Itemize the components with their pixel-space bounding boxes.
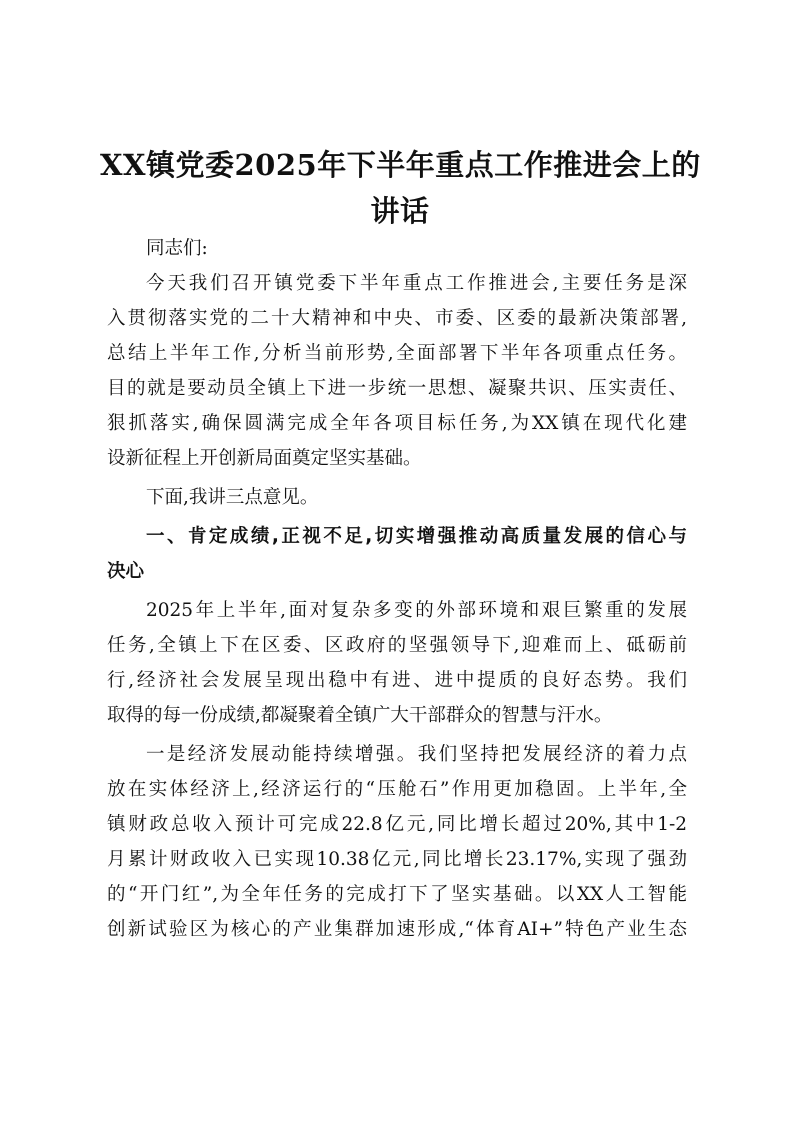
- para1-line-1: 2025年上半年,面对复杂多变的外部环境和艰巨繁重的发展: [146, 600, 687, 621]
- intro-line-6: 设新征程上开创新局面奠定坚实基础。: [107, 448, 422, 469]
- document-title-line-1: XX镇党委2025年下半年重点工作推进会上的: [100, 148, 701, 182]
- para2-line-2: 放在实体经济上,经济运行的“压舱石”作用更加稳固。上半年,全: [107, 779, 687, 800]
- transition-text: 下面,我讲三点意见。: [146, 487, 319, 508]
- para2-line-3: 镇财政总收入预计可完成22.8亿元,同比增长超过20%,其中1-2: [107, 814, 687, 835]
- para1-line-3: 行,经济社会发展呈现出稳中有进、进中提质的良好态势。我们: [107, 670, 687, 691]
- document-title-line-2: 讲话: [370, 194, 430, 228]
- intro-line-3: 总结上半年工作,分析当前形势,全面部署下半年各项重点任务。: [107, 343, 687, 364]
- salutation: 同志们:: [146, 238, 208, 259]
- para1-line-4: 取得的每一份成绩,都凝聚着全镇广大干部群众的智慧与汗水。: [107, 705, 613, 726]
- para2-line-6: 创新试验区为核心的产业集群加速形成,“体育AI+”特色产业生态: [107, 919, 687, 940]
- intro-line-5: 狠抓落实,确保圆满完成全年各项目标任务,为XX镇在现代化建: [107, 413, 687, 434]
- section1-heading-line-2: 决心: [107, 561, 145, 582]
- intro-line-4: 目的就是要动员全镇上下进一步统一思想、凝聚共识、压实责任、: [107, 378, 687, 399]
- intro-line-1: 今天我们召开镇党委下半年重点工作推进会,主要任务是深: [146, 273, 687, 294]
- para2-line-1: 一是经济发展动能持续增强。我们坚持把发展经济的着力点: [146, 744, 687, 765]
- para2-line-4: 月累计财政收入已实现10.38亿元,同比增长23.17%,实现了强劲: [107, 849, 687, 870]
- para1-line-2: 任务,全镇上下在区委、区政府的坚强领导下,迎难而上、砥砺前: [107, 635, 687, 656]
- intro-line-2: 入贯彻落实党的二十大精神和中央、市委、区委的最新决策部署,: [107, 308, 687, 329]
- para2-line-5: 的“开门红”,为全年任务的完成打下了坚实基础。以XX人工智能: [107, 884, 687, 905]
- section1-heading-line-1: 一、肯定成绩,正视不足,切实增强推动高质量发展的信心与: [146, 526, 687, 547]
